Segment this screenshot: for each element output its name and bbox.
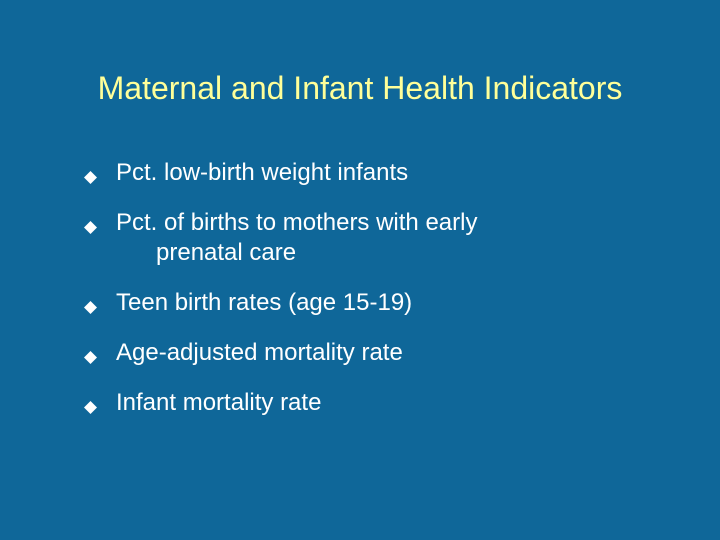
diamond-bullet-icon: [84, 221, 97, 234]
diamond-bullet-icon: [84, 401, 97, 414]
bullet-item-1: [84, 158, 694, 188]
bullet-list: [84, 158, 694, 418]
bullet-text-continuation: prenatal care: [156, 239, 297, 266]
bullet-text: Pct. of births to mothers with early: [116, 209, 478, 236]
bullet-item-4: [84, 338, 694, 368]
slide-title: Maternal and Infant Health Indicators: [97, 70, 623, 106]
diamond-bullet-icon: [84, 351, 97, 364]
bullet-text: Infant mortality rate: [116, 389, 322, 416]
bullet-item-3: [84, 288, 694, 318]
diamond-bullet-icon: [84, 171, 97, 184]
diamond-bullet-icon: [84, 301, 97, 314]
bullet-item-5: [84, 388, 694, 418]
bullet-text: Pct. low-birth weight infants: [116, 159, 409, 186]
bullet-text: Age-adjusted mortality rate: [116, 339, 403, 366]
bullet-text: Teen birth rates (age 15-19): [116, 289, 413, 316]
bullet-item-2: [84, 208, 694, 268]
